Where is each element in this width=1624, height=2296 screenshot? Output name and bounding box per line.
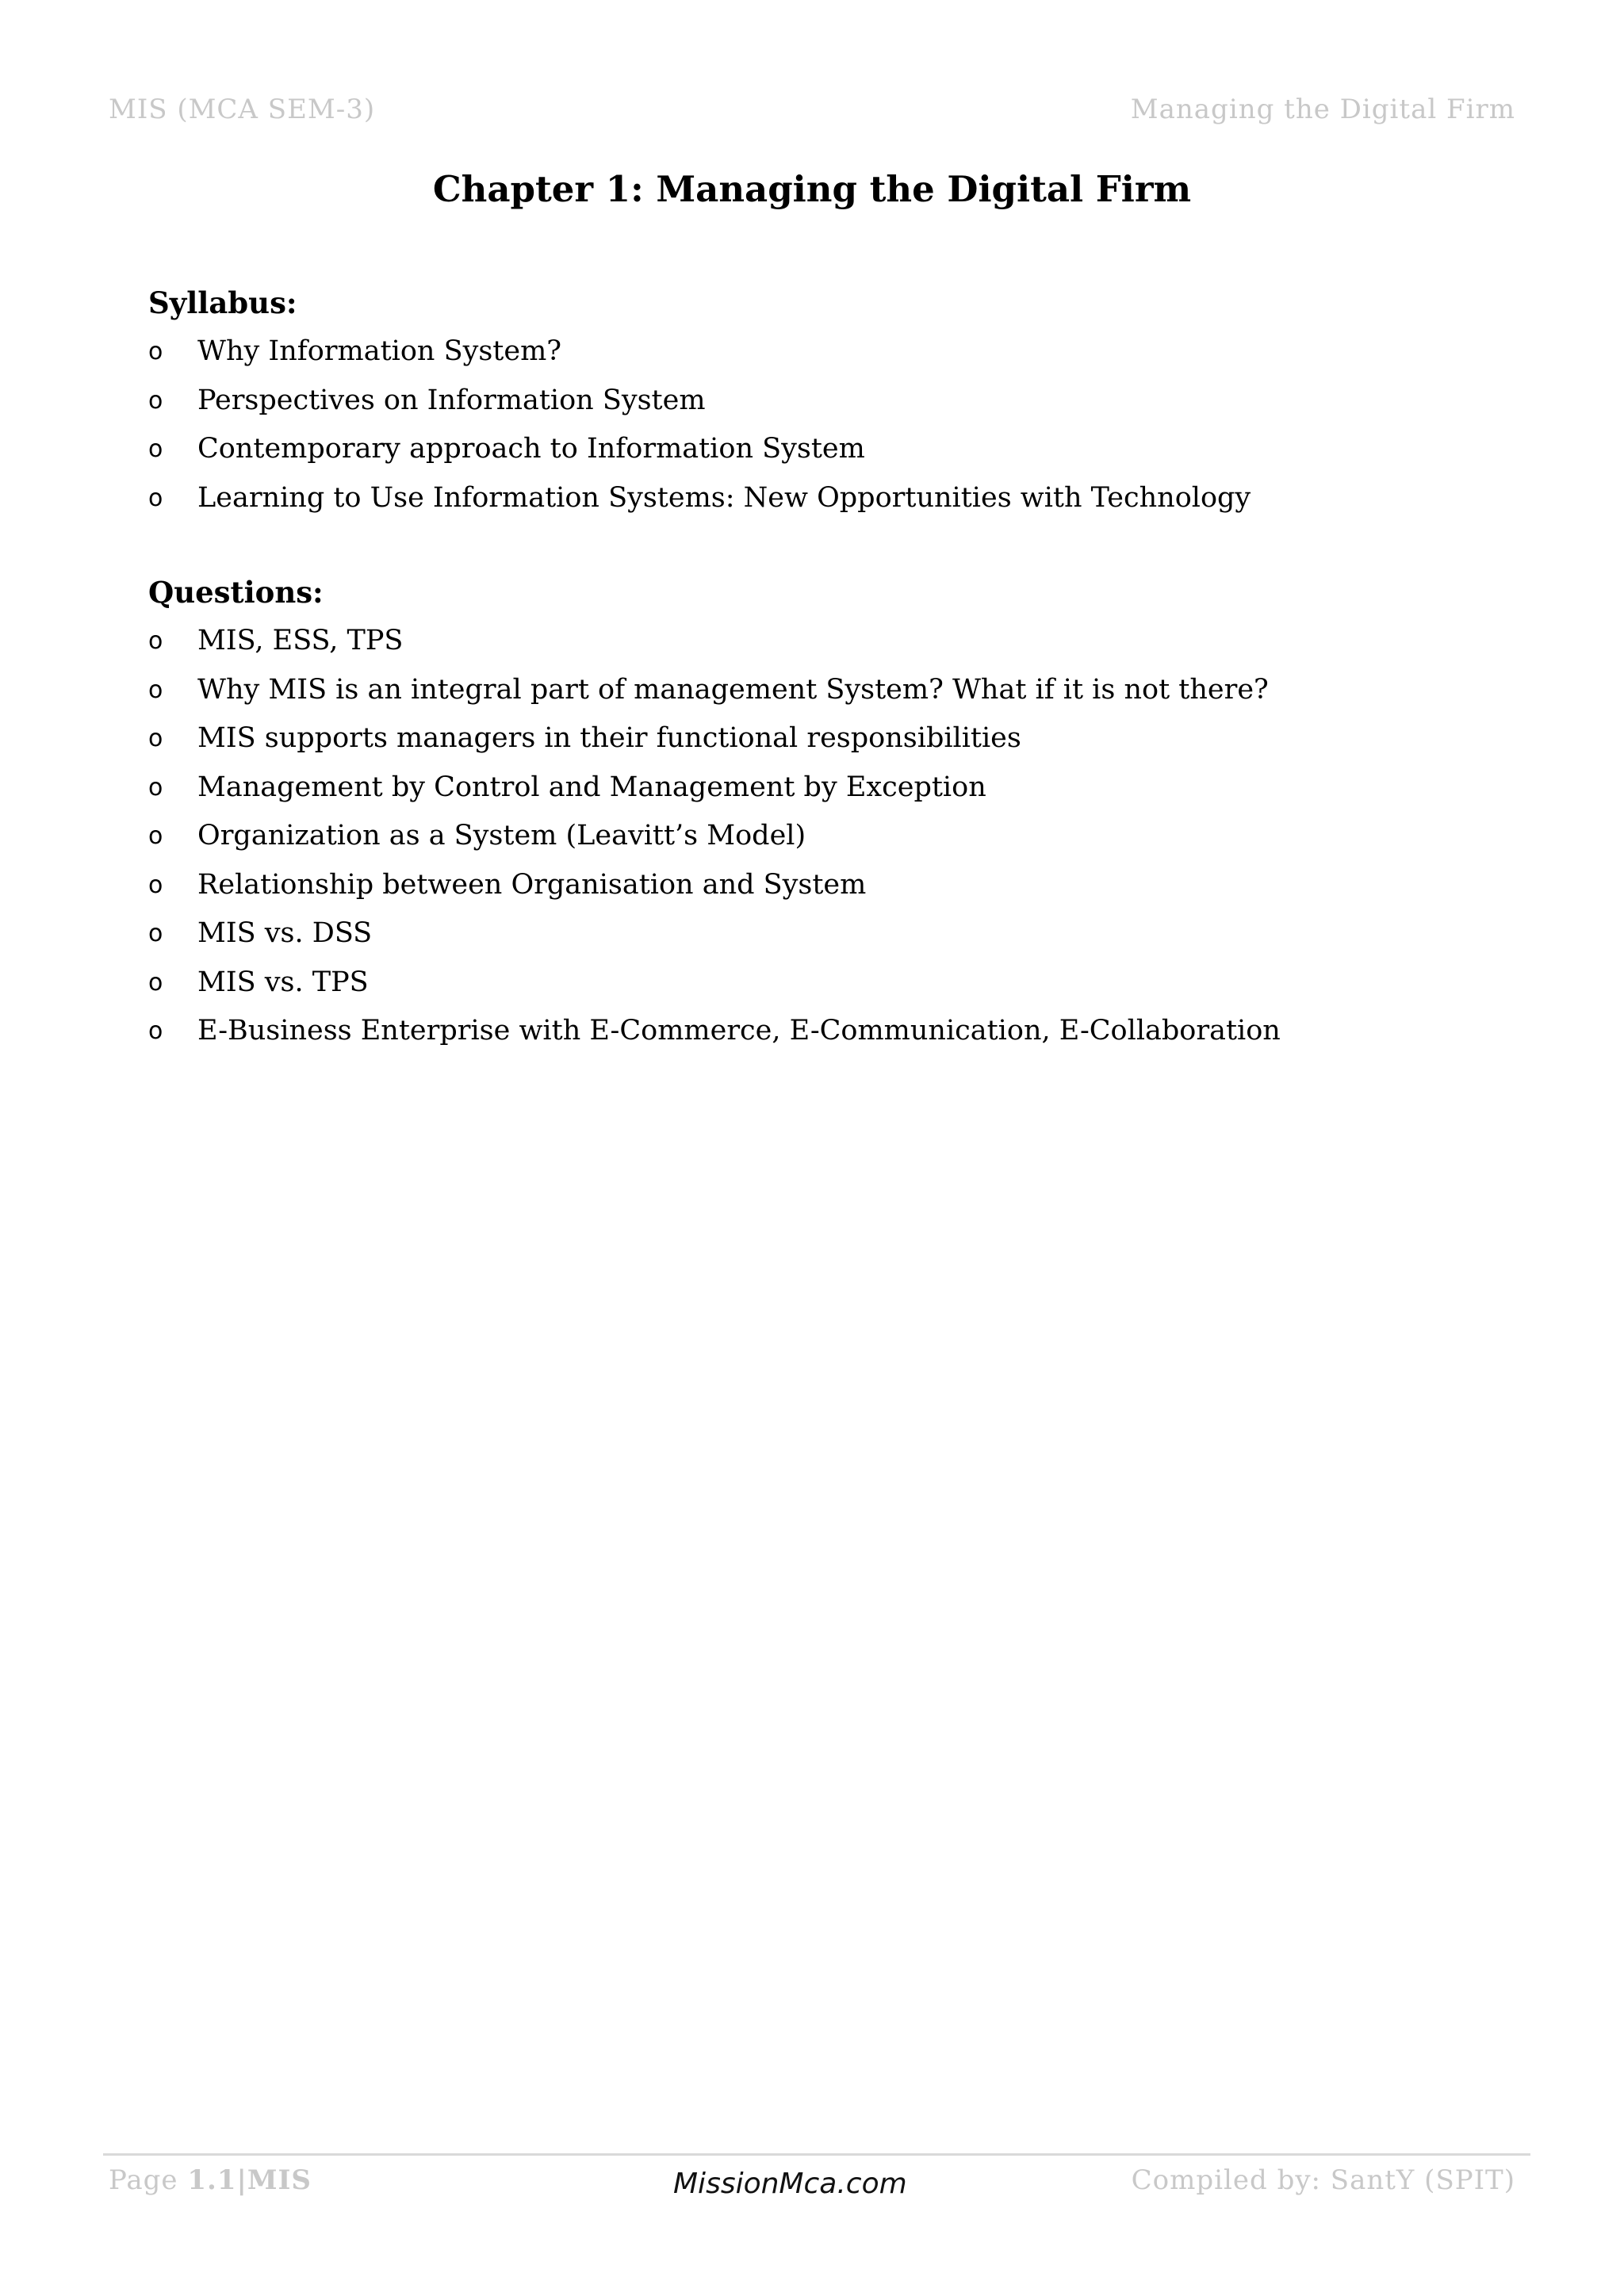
header-chapter-label: Managing the Digital Firm — [1130, 94, 1515, 125]
page-footer — [109, 2164, 1515, 2209]
running-header — [109, 94, 1515, 133]
list-item — [148, 763, 1496, 813]
list-item — [148, 812, 1496, 861]
list-item — [148, 861, 1496, 910]
syllabus-list — [148, 327, 1496, 522]
footer-divider — [103, 2153, 1530, 2156]
bullet-icon: o — [148, 386, 163, 415]
question-item: Relationship between Organisation and System — [197, 868, 867, 901]
list-item — [148, 327, 1496, 377]
question-item: Why MIS is an integral part of management System? What if it is not there? — [197, 673, 1269, 706]
syllabus-item: Learning to Use Information Systems: New Opportunities with Technology — [197, 481, 1251, 514]
list-item — [148, 959, 1496, 1008]
footer-page-number: 1.1 — [187, 2164, 237, 2196]
list-item — [148, 909, 1496, 959]
syllabus-item: Perspectives on Information System — [197, 384, 706, 416]
bullet-icon: o — [148, 968, 163, 997]
list-item — [148, 425, 1496, 474]
list-item — [148, 377, 1496, 426]
question-item: MIS supports managers in their functional responsibilities — [197, 722, 1021, 754]
chapter-title: Chapter 1: Managing the Digital Firm — [432, 168, 1192, 210]
bullet-icon: o — [148, 871, 163, 899]
list-item — [148, 714, 1496, 763]
syllabus-item: Contemporary approach to Information System — [197, 433, 865, 465]
footer-separator: | — [236, 2164, 247, 2196]
list-item — [148, 666, 1496, 715]
question-item: Organization as a System (Leavitt’s Model) — [197, 820, 806, 851]
footer-subject: MIS — [247, 2164, 312, 2196]
footer-page-label — [109, 2164, 312, 2196]
bullet-icon: o — [148, 773, 163, 802]
bullet-icon: o — [148, 920, 163, 947]
syllabus-section — [148, 279, 1496, 522]
footer-compiled-by: Compiled by: SantY (SPIT) — [1131, 2164, 1515, 2196]
syllabus-item: Why Information System? — [197, 335, 562, 367]
header-course-label: MIS (MCA SEM-3) — [109, 94, 376, 125]
bullet-icon: o — [148, 484, 163, 512]
list-item — [148, 617, 1496, 666]
list-item — [148, 1007, 1496, 1056]
missionmca-logo: MissionMca.com — [673, 2168, 907, 2200]
bullet-icon: o — [148, 627, 163, 655]
bullet-icon: o — [148, 1017, 163, 1045]
bullet-icon: o — [148, 822, 163, 850]
question-item: MIS vs. TPS — [197, 966, 369, 998]
syllabus-heading: Syllabus: — [148, 285, 297, 320]
bullet-icon: o — [148, 435, 163, 463]
questions-section — [148, 568, 1496, 1056]
question-item: E-Business Enterprise with E-Commerce, E-Communication, E-Collaboration — [197, 1015, 1281, 1047]
footer-page-prefix: Page — [109, 2164, 188, 2196]
questions-heading: Questions: — [148, 575, 324, 610]
question-item: Management by Control and Management by Exception — [197, 771, 986, 803]
question-item: MIS, ESS, TPS — [197, 625, 404, 656]
questions-list — [148, 617, 1496, 1056]
bullet-icon: o — [148, 338, 163, 365]
bullet-icon: o — [148, 675, 163, 704]
bullet-icon: o — [148, 725, 163, 752]
question-item: MIS vs. DSS — [197, 917, 373, 949]
list-item — [148, 474, 1496, 523]
